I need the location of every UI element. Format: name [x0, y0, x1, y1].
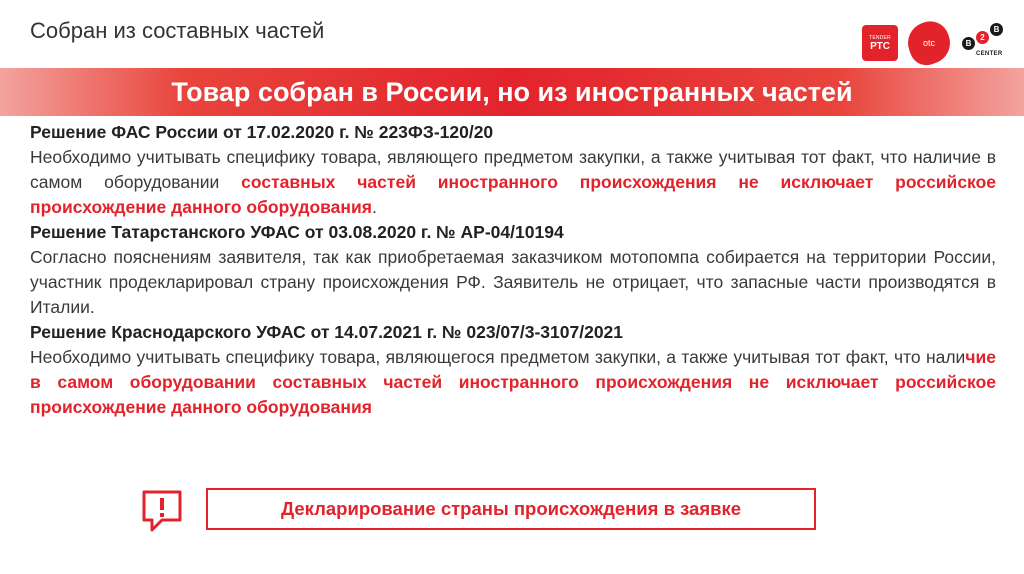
- decision-text-1-end: .: [371, 197, 377, 217]
- decision-text-1-plain: Необходимо учитывать специфику товара, являющего предметом закупки, а также учитывая тот факт, что наличие в самом оборудовании: [30, 147, 996, 192]
- decision-text-1-highlight: составных частей иностранного происхождения не исключает российское происхождение данного оборудования: [30, 172, 996, 217]
- rts-logo: [862, 25, 898, 61]
- b2b-logo-two: 2: [976, 31, 989, 44]
- otc-logo-text: otc: [922, 38, 935, 48]
- declaration-callout: [206, 488, 816, 530]
- rts-logo-tagline: TENDER: [869, 34, 891, 41]
- b2b-logo-b-right: B: [990, 23, 1003, 36]
- decision-heading-2: Решение Татарстанского УФАС от 03.08.2020 г. № АР-04/10194: [30, 222, 564, 242]
- decision-heading-1: Решение ФАС России от 17.02.2020 г. № 223ФЗ-120/20: [30, 122, 494, 142]
- b2b-logo-b-left: B: [962, 37, 975, 50]
- decisions-content: [30, 120, 996, 420]
- decision-heading-3: Решение Краснодарского УФАС от 14.07.2021 г. № 023/07/3-3107/2021: [30, 322, 624, 342]
- decision-text-3-plain: Необходимо учитывать специфику товара, являющегося предметом закупки, а также учитывая тот факт, что нали: [30, 347, 966, 367]
- decision-text-3-highlight: чие в самом оборудовании составных частей иностранного происхождения не исключает российское происхождение данного оборудования: [30, 347, 996, 417]
- section-banner: [0, 68, 1024, 116]
- partner-logos: [862, 22, 1004, 64]
- declaration-callout-text: Декларирование страны происхождения в заявке: [280, 498, 742, 519]
- banner-title: Товар собран в России, но из иностранных частей: [171, 76, 853, 107]
- slide-title: Собран из составных частей: [30, 18, 325, 43]
- alert-speech-icon: [138, 488, 186, 536]
- b2b-logo-label: CENTER: [976, 51, 1003, 57]
- decision-text-2: Согласно пояснениям заявителя, так как приобретаемая заказчиком мотопомпа собирается на территории России, участник продекларировал страну происхождения РФ. Заявитель не отрицает, что запасные части производятся в Италии.: [30, 247, 996, 317]
- rts-logo-text: РТС: [870, 40, 890, 52]
- b2b-center-logo: [960, 23, 1004, 63]
- decision-text-3: [30, 345, 996, 420]
- otc-logo: [908, 22, 950, 64]
- decision-text-1: [30, 145, 996, 220]
